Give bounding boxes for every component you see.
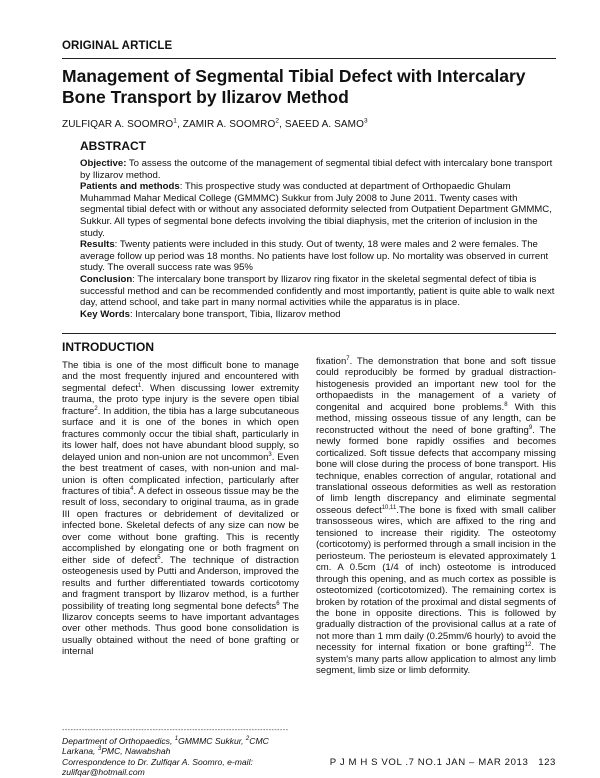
body-text: The Ilizarov concepts seems to have important advantages over other methods. Thus good bone consolidation is usually obtained without the need of bone grafting or internal bbox=[62, 600, 299, 658]
conclusion-text: : The intercalary bone transport by Ilizarov ring fixator in the skeletal segmental defect of tibia is successful method and can be recommended confidently and most importantly, patient is quite able to walk next day, attend school, and take part in many normal activities while the apparatus is in place. bbox=[80, 273, 555, 309]
abstract-objective bbox=[80, 158, 556, 181]
footnote-separator: -------------------------------------------------------------------------------- bbox=[62, 727, 289, 734]
results-label: Results bbox=[80, 239, 115, 251]
abstract-results bbox=[80, 239, 556, 274]
footnote-affiliation: PMC, Nawabshah bbox=[101, 746, 171, 757]
citation: 10,11 bbox=[381, 504, 397, 511]
abstract-methods bbox=[80, 181, 556, 239]
methods-label: Patients and methods bbox=[80, 181, 180, 193]
abstract-body bbox=[80, 158, 556, 320]
objective-label: Objective: bbox=[80, 158, 127, 169]
objective-text: To assess the outcome of the management of segmental tibial defect with intercalary bone transport by Ilizarov method. bbox=[80, 158, 553, 181]
paragraph bbox=[316, 356, 556, 677]
journal-citation: P J M H S VOL .7 NO.1 JAN – MAR 2013 bbox=[329, 757, 529, 768]
keywords-label: Key Words bbox=[80, 308, 130, 320]
citation: 3 bbox=[268, 451, 272, 458]
author-list bbox=[62, 119, 368, 130]
footnote-affiliation: CMC Larkana, bbox=[62, 736, 269, 757]
citation: 6 bbox=[276, 600, 280, 607]
body-text: fixation bbox=[316, 356, 347, 367]
body-text: . In addition, the tibia has a large subcutaneous surface and it is one of the bones in which open fractures commonly occur the tibial shaft, particularly in its lower half, does not have abundant blood supply, so delayed union and non-union are not uncommon bbox=[62, 405, 299, 463]
page-number: 123 bbox=[538, 757, 556, 768]
citation: 12 bbox=[524, 642, 532, 649]
citation: 8 bbox=[504, 401, 508, 408]
citation: 1 bbox=[138, 382, 142, 389]
citation: 7 bbox=[346, 355, 350, 362]
introduction-column-right bbox=[316, 356, 556, 677]
abstract-heading: ABSTRACT bbox=[80, 139, 146, 153]
article-type-label: ORIGINAL ARTICLE bbox=[62, 40, 173, 52]
author-separator: , bbox=[176, 119, 183, 130]
methods-text: : This prospective study was conducted at department of Orthopaedic Ghulam Muhammad Mahar Medical College (GMMMC) Sukkur from July 2008 to June 2011. Twenty cases with segmental tibial defect with or without any associated deformity selected from Outpatient Department GMMMC, Sukkur. All types of segmental bone defects involving the tibial diaphysis, met the criterion of inclusion in the study. bbox=[80, 181, 552, 239]
author-affiliation: 3 bbox=[363, 117, 368, 125]
body-text: .The bone is fixed with small caliber transosseous wires, which are affixed to the ring and tensioned to increase their rigidity. The osteotomy (corticotomy) is performed through a small incision in the periosteum. The periosteum is elevated approximately 1 cm. A 0.5cm (1/4 of inch) osteotome is introduced through this opening, and as much cortex as possible is osteotomized (corticotomized). The remaining cortex is broken by rotation of the proximal and distal segments of the bone in opposite directions. This is followed by gradually distraction of the provisional callus at a rate of not more than 1 mm daily (0.25mm/6 hourly) to avoid the necessity for internal fixation or bone grafting bbox=[316, 504, 556, 654]
results-text: : Twenty patients were included in this study. Out of twenty, 18 were males and 2 were females. The average follow up period was 18 months. No patients have lost follow up. No mortality was observed in current study. The overall success rate was 95% bbox=[80, 239, 549, 274]
citation: 4 bbox=[130, 485, 134, 492]
footnote-correspondence: Correspondence to Dr. Zulfiqar A. Soomro, e-mail: zulifqar@hotmail.com bbox=[62, 756, 253, 778]
author-affiliation: 2 bbox=[275, 117, 280, 125]
affiliation-number: 1 bbox=[174, 736, 179, 743]
body-text: . The system's many parts allow application to almost any limb segment, limb size or limb deformity. bbox=[316, 642, 557, 677]
body-text: . The technique of distraction osteogenesis used by Putti and Anderson, improved the results and further differentiated towards corticotomy and fragment transport by Ilizarov method, is a further possibility of treating long segmental bone defects bbox=[62, 554, 299, 612]
citation: 5 bbox=[157, 554, 161, 561]
affiliation-number: 3 bbox=[97, 746, 102, 753]
keywords-text: : Intercalary bone transport, Tibia, Ilizarov method bbox=[129, 308, 341, 320]
author-name: ZAMIR A. SOOMRO bbox=[182, 119, 276, 130]
author-affiliation: 1 bbox=[173, 117, 177, 125]
author-name: ZULFIQAR A. SOOMRO bbox=[62, 119, 174, 130]
body-text: . When discussing lower extremity trauma, the proto type injury is the severe open tibial fracture bbox=[62, 382, 299, 417]
body-text: . A defect in osseous tissue may be the result of loss, secondary to original trauma, as in grade III open fractures or debridement of devitalized or infected bone. Skeletal defects of any size can now be over come without bone grafting. This is recently accomplished by elongating one or both fragment on either side of defect bbox=[62, 485, 299, 566]
article-title: Management of Segmental Tibial Defect with Intercalary Bone Transport by Ilizarov Method bbox=[62, 66, 526, 107]
body-text: With this method, missing osseous tissue of any length, can be reconstructed without the need of bone grafting bbox=[316, 401, 556, 436]
paragraph bbox=[62, 360, 299, 658]
author-separator: , bbox=[279, 119, 285, 130]
affiliation-number: 2 bbox=[245, 736, 250, 743]
body-text: . The newly formed bone rapidly ossifies and becomes corticalized. Soft tissue defects that accompany missing bone will close during the process of bone transport. His technique, enables correction of angular, rotational and translational osseous deformities as well as restoration of limb length discrepancy and eliminate segmental osseous defect bbox=[316, 424, 556, 516]
author-name: SAEED A. SAMO bbox=[284, 119, 364, 130]
abstract-keywords bbox=[80, 309, 556, 321]
citation: 9 bbox=[528, 424, 533, 431]
section-divider bbox=[62, 333, 556, 334]
body-text: The tibia is one of the most difficult bone to manage and the most frequently injured and encountered with segmental defect bbox=[62, 360, 299, 394]
footnote-department: Department of Orthopaedics, bbox=[62, 736, 175, 746]
introduction-column-left bbox=[62, 360, 299, 658]
citation: 2 bbox=[94, 405, 98, 412]
body-text: . The demonstration that bone and soft tissue could reproducibly be formed by gradual distraction-histogenesis provided an important new tool for the orthopaedists in the management of a variety of congenital and acquired bone problems. bbox=[316, 356, 556, 413]
header-divider bbox=[62, 58, 556, 59]
introduction-heading: INTRODUCTION bbox=[62, 340, 154, 354]
author-footnote bbox=[62, 736, 299, 778]
abstract-conclusion bbox=[80, 274, 556, 309]
footnote-affiliation: GMMMC Sukkur, bbox=[178, 736, 246, 746]
conclusion-label: Conclusion bbox=[80, 273, 133, 285]
body-text: . Even the best treatment of cases, with non-union and mal-union is often complicated infection, particularly after fractures of tibia bbox=[62, 451, 299, 497]
page-footer bbox=[330, 757, 556, 768]
